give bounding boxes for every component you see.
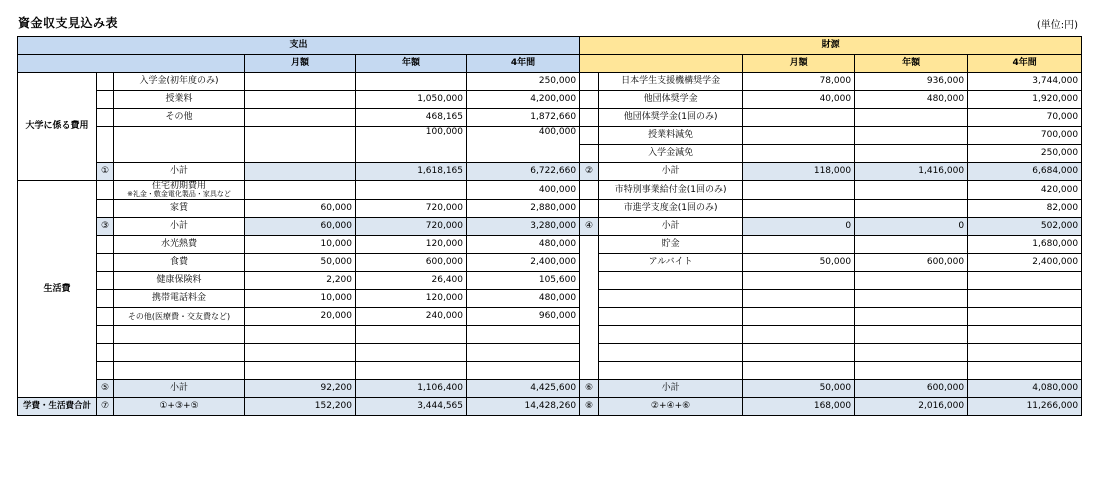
- income-label: 他団体奨学金(1回のみ): [599, 109, 743, 127]
- cell-annual: 120,000: [356, 290, 467, 308]
- table-row: [18, 308, 1082, 326]
- income-label: 他団体奨学金: [599, 91, 743, 109]
- row-label: 小計: [114, 163, 245, 181]
- cell-monthly: 60,000: [245, 200, 356, 218]
- row-label: 携帯電話料金: [114, 290, 245, 308]
- cell-annual: 1,050,000: [356, 91, 467, 109]
- income-label: 小計: [599, 218, 743, 236]
- subtotal-mark: ③: [97, 218, 114, 236]
- income-4year-header: 4年間: [968, 55, 1082, 73]
- income-label: アルバイト: [599, 254, 743, 272]
- cell-4year: 502,000: [968, 218, 1082, 236]
- cell-monthly: 10,000: [245, 290, 356, 308]
- cell-annual: 600,000: [855, 380, 968, 398]
- cell-4year: 250,000: [968, 145, 1082, 163]
- table-row: [18, 181, 1082, 200]
- income-label: 入学金減免: [599, 145, 743, 163]
- table-row: [18, 344, 1082, 362]
- cell-monthly: 118,000: [743, 163, 855, 181]
- cell-monthly: 152,200: [245, 398, 356, 416]
- cell-monthly: 50,000: [245, 254, 356, 272]
- table-row: [18, 272, 1082, 290]
- unit-label: (単位:円): [1036, 20, 1078, 31]
- income-label: 市特別事業給付金(1回のみ): [599, 181, 743, 200]
- cell-annual: 720,000: [356, 218, 467, 236]
- section-total: 学費・生活費合計: [18, 398, 97, 416]
- cell-4year: 3,744,000: [968, 73, 1082, 91]
- total-mark: ⑦: [97, 398, 114, 416]
- income-monthly-header: 月額: [743, 55, 855, 73]
- total-row: [18, 398, 1082, 416]
- subtotal-mark: ⑥: [580, 380, 599, 398]
- cell-annual: 100,000: [356, 127, 467, 163]
- table-row: [18, 362, 1082, 380]
- cell-monthly: 60,000: [245, 218, 356, 236]
- cell-annual: 1,416,000: [855, 163, 968, 181]
- total-mark: ⑧: [580, 398, 599, 416]
- cell-monthly: 0: [743, 218, 855, 236]
- cell-4year: 6,722,660: [467, 163, 580, 181]
- section-university: 大学に係る費用: [18, 73, 97, 181]
- row-label: 健康保険料: [114, 272, 245, 290]
- cell-4year: 1,920,000: [968, 91, 1082, 109]
- cell-monthly: 92,200: [245, 380, 356, 398]
- cell-4year: 700,000: [968, 127, 1082, 145]
- table-row: [18, 290, 1082, 308]
- income-header: 財源: [580, 37, 1082, 55]
- housing-init-note: ※礼金・敷金電化製品・家具など: [127, 190, 231, 199]
- income-annual-header: 年額: [855, 55, 968, 73]
- cell-annual: 600,000: [356, 254, 467, 272]
- header-row-sections: [18, 37, 1082, 55]
- row-label: 水光熱費: [114, 236, 245, 254]
- cell-annual: 3,444,565: [356, 398, 467, 416]
- cell-monthly: 168,000: [743, 398, 855, 416]
- cell-4year: 82,000: [968, 200, 1082, 218]
- cell-annual: 480,000: [855, 91, 968, 109]
- cell-annual: 240,000: [356, 308, 467, 326]
- housing-init-label: 住宅初期費用: [151, 181, 206, 191]
- income-label: 市進学支度金(1回のみ): [599, 200, 743, 218]
- income-label: 小計: [599, 163, 743, 181]
- cell-4year: 6,684,000: [968, 163, 1082, 181]
- table-row: [18, 91, 1082, 109]
- row-label: 入学金(初年度のみ): [114, 73, 245, 91]
- income-label: 貯金: [599, 236, 743, 254]
- cell-annual: 936,000: [855, 73, 968, 91]
- subtotal-mark: ②: [580, 163, 599, 181]
- subtotal-mark: ①: [97, 163, 114, 181]
- header-row-columns: [18, 55, 1082, 73]
- cell-4year: 2,880,000: [467, 200, 580, 218]
- subtotal-mark: ⑤: [97, 380, 114, 398]
- row-label: 授業料: [114, 91, 245, 109]
- income-label: 日本学生支援機構奨学金: [599, 73, 743, 91]
- cell-4year: 4,425,600: [467, 380, 580, 398]
- cell-4year: 400,000: [467, 127, 580, 163]
- table-row: [18, 236, 1082, 254]
- cell-monthly: 2,200: [245, 272, 356, 290]
- cell-4year: 11,266,000: [968, 398, 1082, 416]
- cell-monthly: 40,000: [743, 91, 855, 109]
- cell-4year: 420,000: [968, 181, 1082, 200]
- table-row: [18, 254, 1082, 272]
- expense-annual-header: 年額: [356, 55, 467, 73]
- cell-4year: 480,000: [467, 236, 580, 254]
- row-label: 家賃: [114, 200, 245, 218]
- cell-4year: 105,600: [467, 272, 580, 290]
- cell-annual: 720,000: [356, 200, 467, 218]
- page-title: 資金収支見込み表: [18, 16, 119, 30]
- row-label: 食費: [114, 254, 245, 272]
- cell-monthly: 50,000: [743, 254, 855, 272]
- cell-annual: 26,400: [356, 272, 467, 290]
- expense-monthly-header: 月額: [245, 55, 356, 73]
- section-living: 生活費: [18, 181, 97, 398]
- cell-4year: 2,400,000: [467, 254, 580, 272]
- row-label: 小計: [114, 218, 245, 236]
- income-label: 小計: [599, 380, 743, 398]
- subtotal-row: [18, 218, 1082, 236]
- table-row: [18, 127, 1082, 145]
- cell-monthly: 78,000: [743, 73, 855, 91]
- cell-4year: 1,872,660: [467, 109, 580, 127]
- table-row: [18, 109, 1082, 127]
- row-label: [114, 181, 245, 200]
- cell-4year: 70,000: [968, 109, 1082, 127]
- cell-4year: 1,680,000: [968, 236, 1082, 254]
- cell-annual: 2,016,000: [855, 398, 968, 416]
- table-row: [18, 200, 1082, 218]
- cell-4year: 4,080,000: [968, 380, 1082, 398]
- table-row: [18, 73, 1082, 91]
- cell-4year: 4,200,000: [467, 91, 580, 109]
- cell-annual: 1,106,400: [356, 380, 467, 398]
- table-row: [18, 326, 1082, 344]
- row-label: その他: [114, 109, 245, 127]
- cell-annual: 468,165: [356, 109, 467, 127]
- subtotal-mark: ④: [580, 218, 599, 236]
- budget-table: [17, 36, 1082, 416]
- cell-4year: 250,000: [467, 73, 580, 91]
- cell-4year: 480,000: [467, 290, 580, 308]
- total-formula: ②+④+⑥: [599, 398, 743, 416]
- total-formula: ①+③+⑤: [114, 398, 245, 416]
- subtotal-row: [18, 380, 1082, 398]
- cell-4year: 14,428,260: [467, 398, 580, 416]
- cell-annual: 0: [855, 218, 968, 236]
- cell-annual: 1,618,165: [356, 163, 467, 181]
- cell-4year: 960,000: [467, 308, 580, 326]
- cell-annual: 600,000: [855, 254, 968, 272]
- cell-4year: 400,000: [467, 181, 580, 200]
- cell-monthly: 10,000: [245, 236, 356, 254]
- subtotal-row: [18, 163, 1082, 181]
- expense-4year-header: 4年間: [467, 55, 580, 73]
- cell-4year: 3,280,000: [467, 218, 580, 236]
- cell-annual: 120,000: [356, 236, 467, 254]
- income-label: 授業料減免: [599, 127, 743, 145]
- cell-monthly: 50,000: [743, 380, 855, 398]
- row-label: その他(医療費・交友費など): [114, 308, 245, 326]
- expense-header: 支出: [18, 37, 580, 55]
- cell-4year: 2,400,000: [968, 254, 1082, 272]
- row-label: 小計: [114, 380, 245, 398]
- cell-monthly: 20,000: [245, 308, 356, 326]
